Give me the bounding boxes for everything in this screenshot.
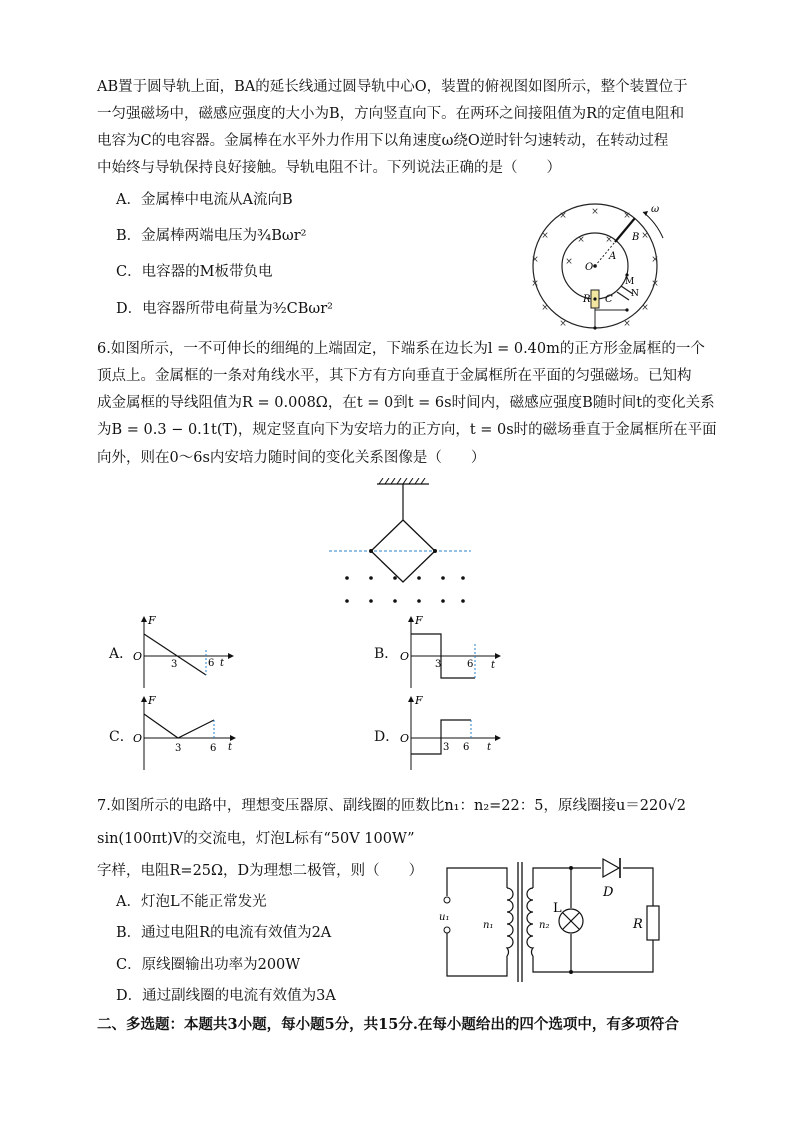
- point-o-label: O: [585, 262, 594, 273]
- diode-label: D: [603, 885, 614, 900]
- graph-d-tick-3: 3: [443, 742, 450, 753]
- svg-text:×: ×: [651, 255, 659, 265]
- q5-line-3: 电容为C的电容器。金属棒在水平外力作用下以角速度ω绕O逆时针匀速转动，在转动过程: [97, 133, 669, 149]
- svg-text:×: ×: [565, 257, 573, 267]
- q5-option-a: A．金属棒中电流从A流向B: [116, 192, 293, 208]
- omega-label: ω: [651, 204, 660, 215]
- section-2-heading: 二、多选题：本题共3小题，每小题5分，共15分.在每小题给出的四个选项中，有多项符合: [97, 1016, 679, 1033]
- graph-c-tick-6: 6: [210, 743, 217, 754]
- q7-line-3: 字样，电阻R=25Ω，D为理想二极管，则（ ）: [97, 863, 424, 879]
- graph-d-label: D．: [374, 729, 400, 745]
- svg-text:×: ×: [531, 279, 539, 289]
- q7-line-2: sin(100πt)V的交流电，灯泡L标有“50V 100W”: [97, 831, 415, 847]
- graph-b-xlabel: t: [491, 660, 496, 671]
- q6-line-1: 6.如图所示，一不可伸长的细绳的上端固定，下端系在边长为l = 0.40m的正方形金属框的一个: [97, 341, 705, 357]
- graph-d-origin: O: [400, 732, 410, 745]
- svg-text:×: ×: [605, 235, 613, 245]
- q7-circuit: [435, 852, 665, 982]
- graph-c-origin: O: [133, 732, 143, 745]
- svg-text:×: ×: [641, 231, 649, 241]
- q5-line-1: AB置于圆导轨上面，BA的延长线通过圆导轨中心O，装置的俯视图如图所示，整个装置位于: [97, 79, 688, 95]
- svg-text:×: ×: [651, 279, 659, 289]
- q5-line-2: 一匀强磁场中，磁感应强度的大小为B，方向竖直向下。在两环之间接阻值为R的定值电阻和: [97, 106, 685, 122]
- graph-a: [128, 612, 238, 690]
- graph-b-origin: O: [400, 650, 410, 663]
- svg-text:×: ×: [641, 303, 649, 313]
- q5-option-d: D．电容器所带电荷量为³⁄₂CBωr²: [116, 301, 333, 317]
- svg-text:×: ×: [559, 319, 567, 329]
- point-b-label: B: [632, 232, 640, 243]
- input-voltage-label: u₁: [439, 912, 450, 923]
- graph-d-ylabel: F: [415, 694, 423, 707]
- graph-a-ylabel: F: [148, 614, 156, 627]
- graph-c-tick-3: 3: [175, 743, 182, 754]
- q7-option-d: D．通过副线圈的电流有效值为3A: [116, 988, 336, 1004]
- q7-option-c: C．原线圈输出功率为200W: [116, 957, 301, 973]
- plate-n-label: N: [631, 289, 639, 299]
- graph-a-label: A．: [109, 646, 134, 662]
- graph-c-xlabel: t: [228, 742, 233, 753]
- graph-a-xlabel: t: [220, 658, 225, 669]
- svg-text:×: ×: [577, 235, 585, 245]
- secondary-coil-label: n₂: [539, 920, 550, 931]
- q5-line-4: 中始终与导轨保持良好接触。导轨电阻不计。下列说法正确的是（ ）: [97, 160, 561, 176]
- q6-line-5: 向外，则在0～6s内安培力随时间的变化关系图像是（ ）: [97, 450, 486, 466]
- graph-d: [395, 692, 505, 772]
- svg-text:×: ×: [623, 319, 631, 329]
- plate-m-label: M: [625, 277, 635, 287]
- svg-text:×: ×: [591, 207, 599, 217]
- q6-line-3: 成金属框的导线阻值为R = 0.008Ω，在t = 0到t = 6s时间内，磁感应强度B随时间t的变化关系: [97, 395, 715, 411]
- q7-option-a: A．灯泡L不能正常发光: [116, 894, 267, 910]
- graph-d-tick-6: 6: [463, 742, 470, 753]
- lamp-label: L: [553, 901, 562, 916]
- q6-line-2: 顶点上。金属框的一条对角线水平，其下方有方向垂直于金属框所在平面的匀强磁场。已知构: [97, 368, 692, 384]
- graph-c-label: C．: [109, 729, 134, 745]
- q7-option-b: B．通过电阻R的电流有效值为2A: [116, 925, 332, 941]
- q7-line-1: 7.如图所示的电路中，理想变压器原、副线圈的匝数比n₁：n₂=22：5，原线圈接u＝220√2: [97, 798, 686, 814]
- q5-ring-figure: [505, 198, 685, 340]
- resistor-r-label: R: [583, 294, 591, 305]
- svg-text:×: ×: [541, 231, 549, 241]
- capacitor-c-label: C: [605, 294, 613, 305]
- graph-b: [395, 612, 505, 690]
- graph-b-tick-3: 3: [435, 659, 442, 670]
- point-a-label: A: [609, 251, 617, 262]
- q6-line-4: 为B = 0.3 − 0.1t(T)，规定竖直向下为安培力的正方向，t = 0s时的磁场垂直于金属框所在平面: [97, 422, 717, 438]
- svg-text:×: ×: [559, 211, 567, 221]
- graph-b-label: B．: [374, 646, 399, 662]
- q5-option-c: C．电容器的M板带负电: [116, 264, 273, 280]
- graph-c-ylabel: F: [148, 694, 156, 707]
- svg-text:×: ×: [541, 303, 549, 313]
- svg-text:×: ×: [623, 211, 631, 221]
- graph-d-xlabel: t: [487, 742, 492, 753]
- resistor-label: R: [633, 917, 643, 932]
- graph-b-tick-6: 6: [467, 659, 474, 670]
- graph-a-tick-3: 3: [171, 659, 178, 670]
- graph-a-tick-6: 6: [208, 658, 215, 669]
- graph-c: [128, 692, 240, 772]
- graph-b-ylabel: F: [415, 614, 423, 627]
- svg-text:×: ×: [531, 255, 539, 265]
- primary-coil-label: n₁: [483, 920, 494, 931]
- q5-option-b: B．金属棒两端电压为¾Bωr²: [116, 228, 307, 244]
- q6-frame-figure: [325, 478, 475, 610]
- graph-a-origin: O: [133, 650, 143, 663]
